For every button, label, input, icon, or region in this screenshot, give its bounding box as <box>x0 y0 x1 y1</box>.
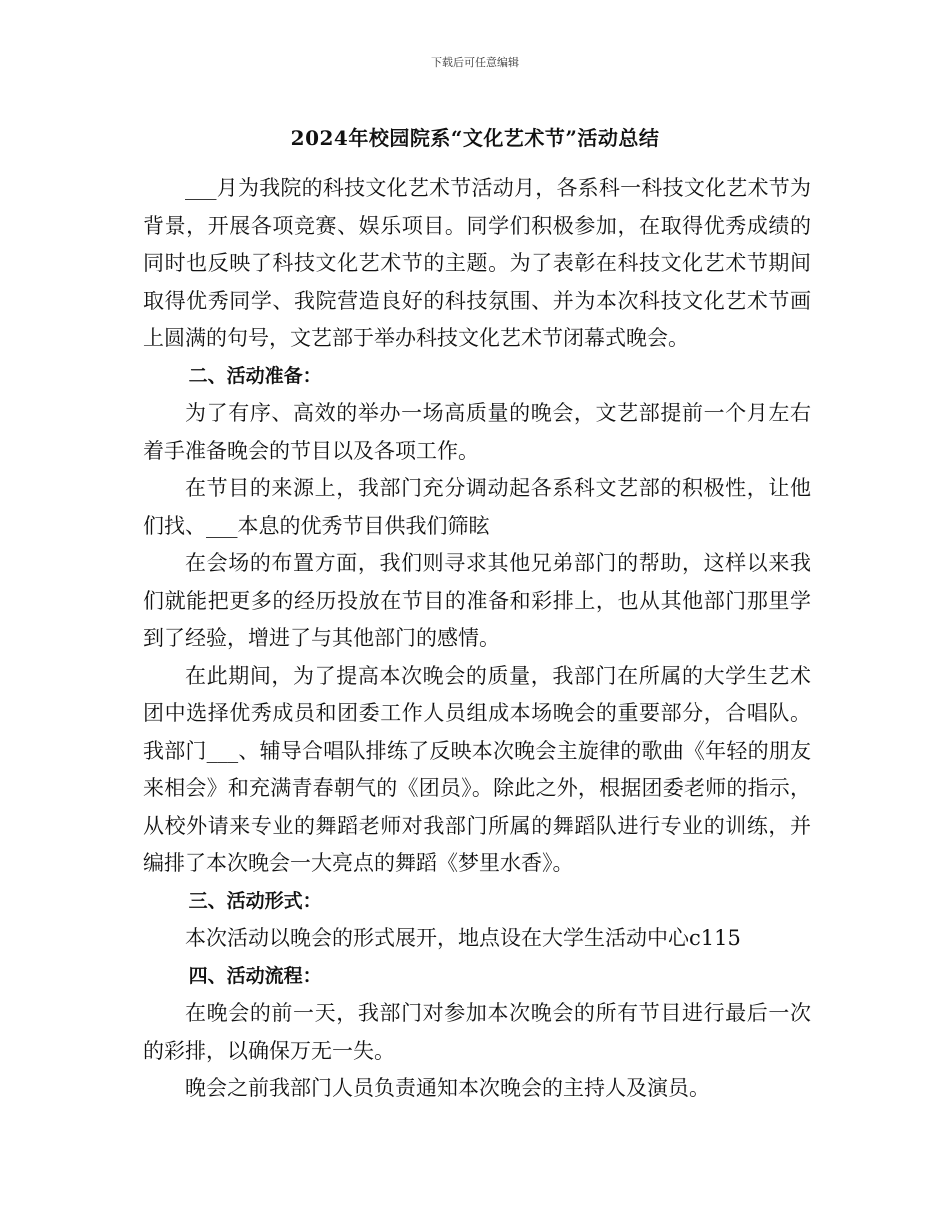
paragraph: 为了有序、高效的举办一场高质量的晚会，文艺部提前一个月左右着手准备晚会的节目以及各项工作。 <box>143 401 811 463</box>
paragraph: 在晚会的前一天，我部门对参加本次晚会的所有节目进行最后一次的彩排，以确保万无一失。 <box>143 1001 811 1063</box>
paragraph: 在会场的布置方面，我们则寻求其他兄弟部门的帮助，这样以来我们就能把更多的经历投放在节目的准备和彩排上，也从其他部门那里学到了经验，增进了与其他部门的感情。 <box>143 551 811 650</box>
paragraph: 在节目的来源上，我部门充分调动起各系科文艺部的积极性，让他们找、___本息的优秀节目供我们筛眩 <box>143 476 811 538</box>
section-heading-preparation: 二、活动准备： <box>188 364 322 387</box>
paragraph: 在此期间，为了提高本次晚会的质量，我部门在所属的大学生艺术团中选择优秀成员和团委工作人员组成本场晚会的重要部分，合唱队。我部门___、辅导合唱队排练了反映本次晚会主旋律的歌曲《年轻的朋友来相会》和充满青春朝气的《团员》。除此之外，根据团委老师的指示，从校外请来专业的舞蹈老师对我部门所属的舞蹈队进行专业的训练，并编排了本次晚会一大亮点的舞蹈《梦里水香》。 <box>143 663 811 875</box>
header-note: 下载后可任意编辑 <box>431 56 519 69</box>
paragraph: 本次活动以晚会的形式展开，地点设在大学生活动中心c115 <box>185 926 741 950</box>
paragraph-intro: ___月为我院的科技文化艺术节活动月，各系科一科技文化艺术节为背景，开展各项竞赛、娱乐项目。同学们积极参加，在取得优秀成绩的同时也反映了科技文化艺术节的主题。为了表彰在科技文化艺术节期间取得优秀同学、我院营造良好的科技氛围、并为本次科技文化艺术节画上圆满的句号，文艺部于举办科技文化艺术节闭幕式晚会。 <box>143 176 811 350</box>
section-heading-format: 三、活动形式： <box>188 889 322 912</box>
document-title: 2024年校园院系“文化艺术节”活动总结 <box>290 126 660 150</box>
section-heading-process: 四、活动流程： <box>188 964 322 987</box>
document-body <box>143 170 811 1108</box>
paragraph: 晚会之前我部门人员负责通知本次晚会的主持人及演员。 <box>185 1076 710 1100</box>
